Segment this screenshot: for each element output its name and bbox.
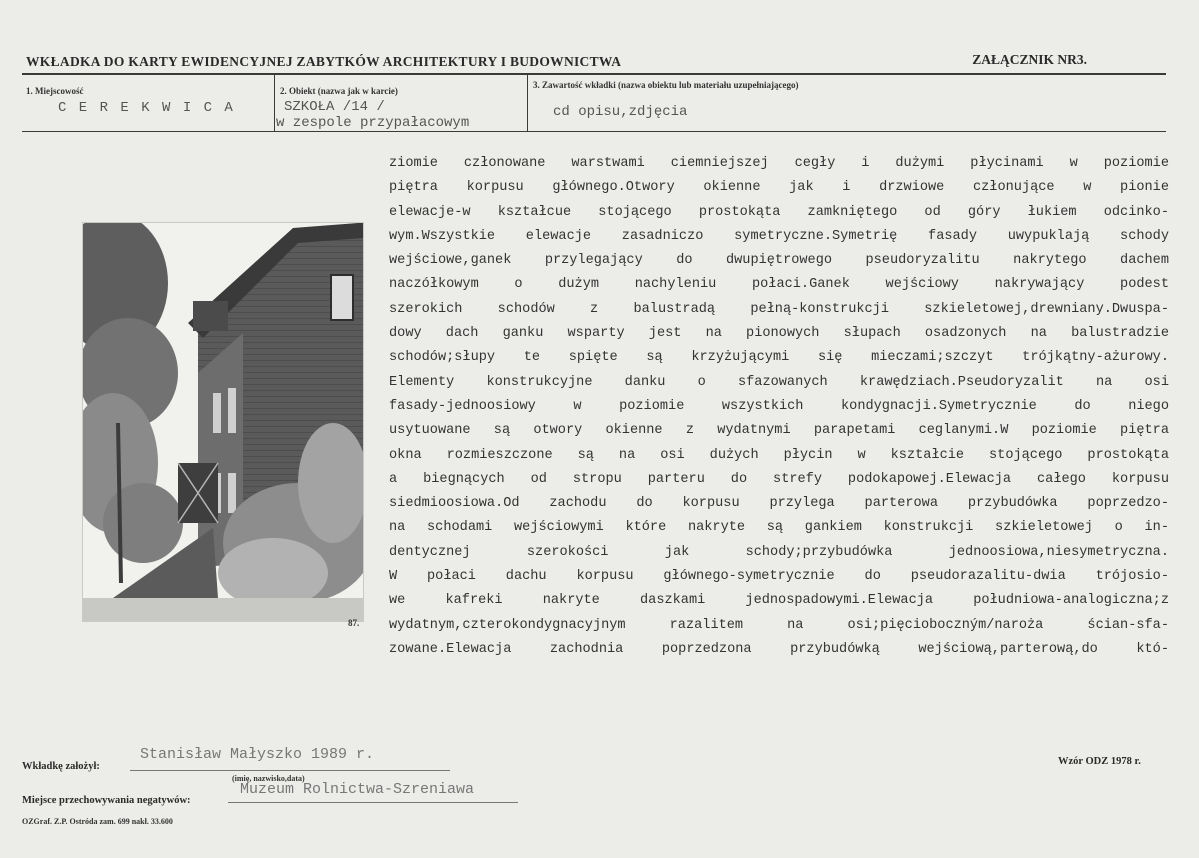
prepared-by-label: Wkładkę założył: [22,761,100,772]
description-line: elewacje-w kształcue stojącego prostokąta zamkniętego od góry łukiem odcinko- [389,204,1169,220]
description-line: usytuowane są otwory okienne z wydatnymi parapetami ceglanymi.W poziomie piętra [389,423,1169,439]
locality-value: C E R E K W I C A [58,100,235,116]
contents-value: cd opisu,zdjęcia [553,104,688,120]
contents-label: 3. Zawartość wkładki (nazwa obiektu lub materiału uzupełniającego) [533,80,799,90]
photo-number: 87. [348,618,360,628]
negatives-location-value: Muzeum Rolnictwa-Szreniawa [240,781,475,798]
description-line: dentycznej szerokości jak schody;przybudówka jednoosiowa,niesymetryczna. [389,544,1169,560]
description-line: wydatnym,czterokondygnacyjnym razalitem na osi;pięcioboczným/naroża ścian-sfa- [389,617,1169,633]
object-value-line2: w zespole przypałacowym [276,115,470,131]
school-building-photo-icon [83,223,363,621]
description-line: W połaci dachu korpusu głównego-symetrycznie do pseudorazalitu-dwia trójosio- [389,569,1169,585]
annex-number: ZAŁĄCZNIK NR3. [972,52,1087,67]
locality-label: 1. Miejscowość [26,86,84,96]
description-text [389,152,1169,662]
description-line: dowy dach ganku wsparty jest na pionowych słupach osadzonych na balustradzie [389,326,1169,342]
negatives-location-label: Miejsce przechowywania negatywów: [22,795,191,806]
description-line: siedmioosiowa.Od zachodu do korpusu przylega parterowa przybudówka poprzedzo- [389,496,1169,512]
description-line: Elementy konstrukcyjne danku o sfazowanych krawędziach.Pseudoryzalit na osi [389,374,1169,390]
description-line: wejściowe,ganek przylegający do dwupiętrowego pseudoryzalitu nakrytego dachem [389,253,1169,269]
fields-divider-2 [527,75,528,132]
description-line: fasady-jednoosiowy w poziomie wszystkich kondygnacji.Symetrycznie do niego [389,398,1169,414]
form-title: WKŁADKA DO KARTY EWIDENCYJNEJ ZABYTKÓW ARCHITEKTURY I BUDOWNICTWA [26,54,622,69]
description-line: naczółkowym o dużym nachyleniu połaci.Ganek wejściowy nakrywający podest [389,277,1169,293]
negatives-location-line [228,802,518,803]
prepared-by-hint: (imię, nazwisko,data) [232,774,305,783]
template-version: Wzór ODZ 1978 r. [1058,756,1141,767]
header-rule [22,73,1166,75]
description-line: a biegnących od stropu parteru do strefy podokapowej.Elewacja całego korpusu [389,471,1169,487]
fields-divider-1 [274,75,275,132]
description-line: wym.Wszystkie elewacje zasadniczo symetryczne.Symetrię fasady uwypuklają schody [389,228,1169,244]
fields-bottom-rule [22,131,1166,132]
description-line: ziomie członowane warstwami ciemniejszej cegły i dużymi płycinami w poziomie [389,156,1169,171]
description-line: szerokich schodów z balustradą pełną-konstrukcji szkieletowej,drewniany.Dwuspa- [389,301,1169,317]
description-line: zowane.Elewacja zachodnia poprzedzona przybudówką wejściową,parterową,do któ- [389,641,1169,657]
description-line: schodów;słupy te spięte są krzyżującymi się mieczami;szczyt trójkątny-ażurowy. [389,350,1169,366]
description-line: piętra korpusu głównego.Otwory okienne jak i drzwiowe członujące w pionie [389,180,1169,196]
building-photo [82,222,364,622]
printer-note: OZGraf. Z.P. Ostróda zam. 699 nakł. 33.600 [22,817,173,826]
prepared-by-value: Stanisław Małyszko 1989 r. [140,746,375,763]
description-line: we kafreki nakryte daszkami jednospadowymi.Elewacja południowa-analogiczna;z [389,593,1169,609]
object-value-line1: SZKOŁA /14 / [284,99,385,115]
prepared-by-line [130,770,450,771]
description-line: okna rozmieszczone są na osi dużych płycin w kształcie stojącego prostokąta [389,447,1169,463]
description-line: na schodami wejściowymi które nakryte są gankiem konstrukcji szkieletowej o in- [389,520,1169,536]
object-label: 2. Obiekt (nazwa jak w karcie) [280,86,398,96]
